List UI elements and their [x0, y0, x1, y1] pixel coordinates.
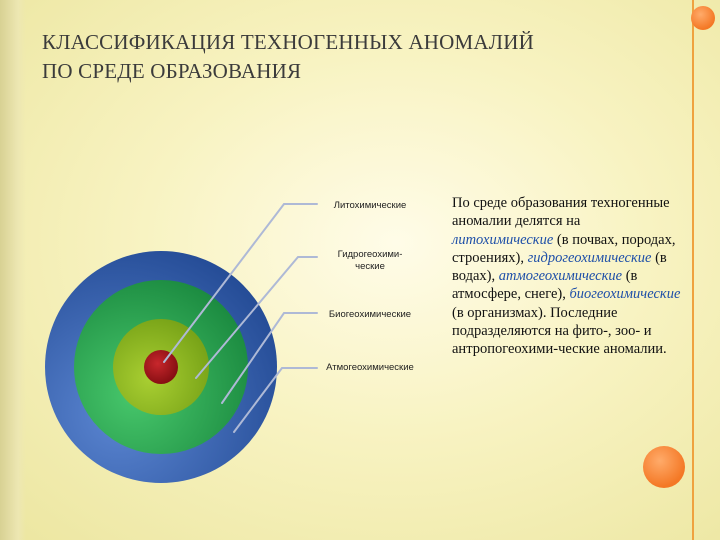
label-hydro	[314, 249, 426, 273]
term-atmo: атмогеохимические	[498, 268, 623, 285]
desc-part-5: (в организмах). Последние подразделяются на фито-, зоо- и антропогеохими-ческие аномалии.	[452, 304, 667, 358]
core-litho	[144, 350, 178, 384]
term-bio: биогеохимические	[569, 286, 681, 303]
desc-part-1: По среде образования техногенные аномалии делятся на	[452, 195, 670, 230]
description-text	[452, 194, 684, 359]
label-bio: Биогеохимические	[328, 309, 412, 320]
label-litho: Литохимические	[333, 200, 407, 211]
label-hydro-line-1: Гидрогеохими-	[337, 249, 403, 260]
desc-part-4: (в атмосфере, снеге),	[452, 268, 638, 303]
desc-part-3: (в водах),	[452, 249, 667, 285]
title-line-1: КЛАССИФИКАЦИЯ ТЕХНОГЕННЫХ АНОМАЛИЙ	[42, 30, 534, 54]
label-hydro-line-2: ческие	[355, 261, 385, 272]
desc-part-2: (в почвах, породах, строениях),	[452, 231, 676, 266]
label-atmo: Атмогеохимические	[326, 362, 414, 373]
title-line-2: ПО СРЕДЕ ОБРАЗОВАНИЯ	[42, 59, 302, 83]
term-litho: литохимические	[452, 231, 554, 248]
term-hydro: гидрогеохимические	[527, 249, 652, 266]
